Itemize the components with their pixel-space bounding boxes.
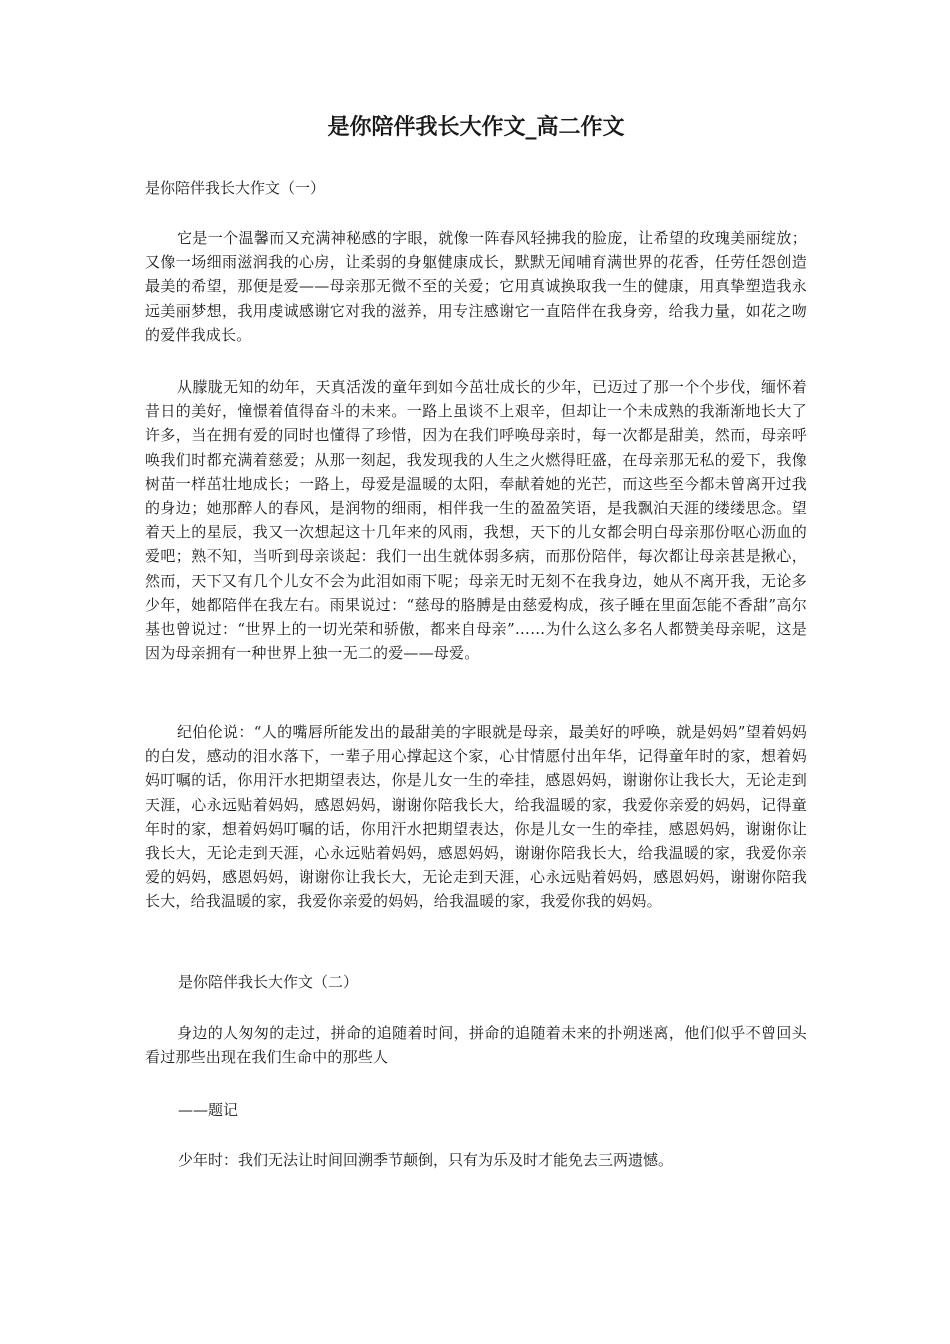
section-heading-2: 是你陪伴我长大作文（二） bbox=[178, 973, 359, 991]
section-heading-1: 是你陪伴我长大作文（一） bbox=[145, 179, 326, 197]
paragraph-3: 纪伯伦说：“人的嘴唇所能发出的最甜美的字眼就是母亲，最美好的呼唤，就是妈妈”望着妈妈的白发，感动的泪水落下，一辈子用心撑起这个家，心甘情愿付出年华，记得童年时的家，想着妈妈叮嘱的话，你用汗水把期望表达，你是儿女一生的牵挂，感恩妈妈，谢谢你让我长大，无论走到天涯，心永远贴着妈妈，感恩妈妈，谢谢你陪我长大，给我温暖的家，我爱你亲爱的妈妈，记得童年时的家，想着妈妈叮嘱的话，你用汗水把期望表达，你是儿女一生的牵挂，感恩妈妈，谢谢你让我长大，无论走到天涯，心永远贴着妈妈，感恩妈妈，谢谢你陪我长大，给我温暖的家，我爱你亲爱的妈妈，感恩妈妈，谢谢你让我长大，无论走到天涯，心永远贴着妈妈，感恩妈妈，谢谢你陪我长大，给我温暖的家，我爱你亲爱的妈妈，给我温暖的家，我爱你我的妈妈。 bbox=[145, 723, 807, 911]
paragraph-1: 它是一个温馨而又充满神秘感的字眼，就像一阵春风轻拂我的脸庞，让希望的玫瑰美丽绽放；又像一场细雨滋润我的心房，让柔弱的身躯健康成长，默默无闻哺育满世界的花香，任劳任怨创造最美的希望，那便是爱——母亲那无微不至的关爱；它用真诚换取我一生的健康，用真挚塑造我永远美丽梦想，我用虔诚感谢它对我的滋养，用专注感谢它一直陪伴在我身旁，给我力量，如花之吻的爱伴我成长。 bbox=[145, 229, 807, 344]
epigraph: ——题记 bbox=[178, 1101, 239, 1119]
page-title: 是你陪伴我长大作文_高二作文 bbox=[327, 114, 625, 140]
paragraph-4: 身边的人匆匆的走过，拼命的追随着时间，拼命的追随着未来的扑朔迷离，他们似乎不曾回头看过那些出现在我们生命中的那些人 bbox=[145, 1024, 807, 1067]
paragraph-5: 少年时：我们无法让时间回溯季节颠倒，只有为乐及时才能免去三两遗憾。 bbox=[178, 1151, 674, 1169]
paragraph-2: 从朦胧无知的幼年，天真活泼的童年到如今茁壮成长的少年，已迈过了那一个个步伐，缅怀着昔日的美好，憧憬着值得奋斗的未来。一路上虽谈不上艰辛，但却让一个未成熟的我渐渐地长大了许多，当在拥有爱的同时也懂得了珍惜，因为在我们呼唤母亲时，每一次都是甜美，然而，母亲呼唤我们时都充满着慈爱；从那一刻起，我发现我的人生之火燃得旺盛，在母亲那无私的爱下，我像树苗一样茁壮地成长；一路上，母爱是温暖的太阳，奉献着她的光芒，而这些至今都未曾离开过我的身边；她那醉人的春风，是润物的细雨，相伴我一生的盈盈笑语，是我飘泊天涯的缕缕思念。望着天上的星辰，我又一次想起这十几年来的风雨，我想，天下的儿女都会明白母亲那份呕心沥血的爱吧；熟不知，当听到母亲谈起：我们一出生就体弱多病，而那份陪伴，每次都让母亲甚是揪心，然而，天下又有几个儿女不会为此泪如雨下呢；母亲无时无刻不在我身边，她从不离开我，无论多少年，她都陪伴在我左右。雨果说过：“慈母的胳膊是由慈爱构成，孩子睡在里面怎能不香甜”高尔基也曾说过：“世界上的一切光荣和骄傲，都来自母亲”……为什么这么多名人都赞美母亲呢，这是因为母亲拥有一种世界上独一无二的爱——母爱。 bbox=[145, 378, 807, 663]
